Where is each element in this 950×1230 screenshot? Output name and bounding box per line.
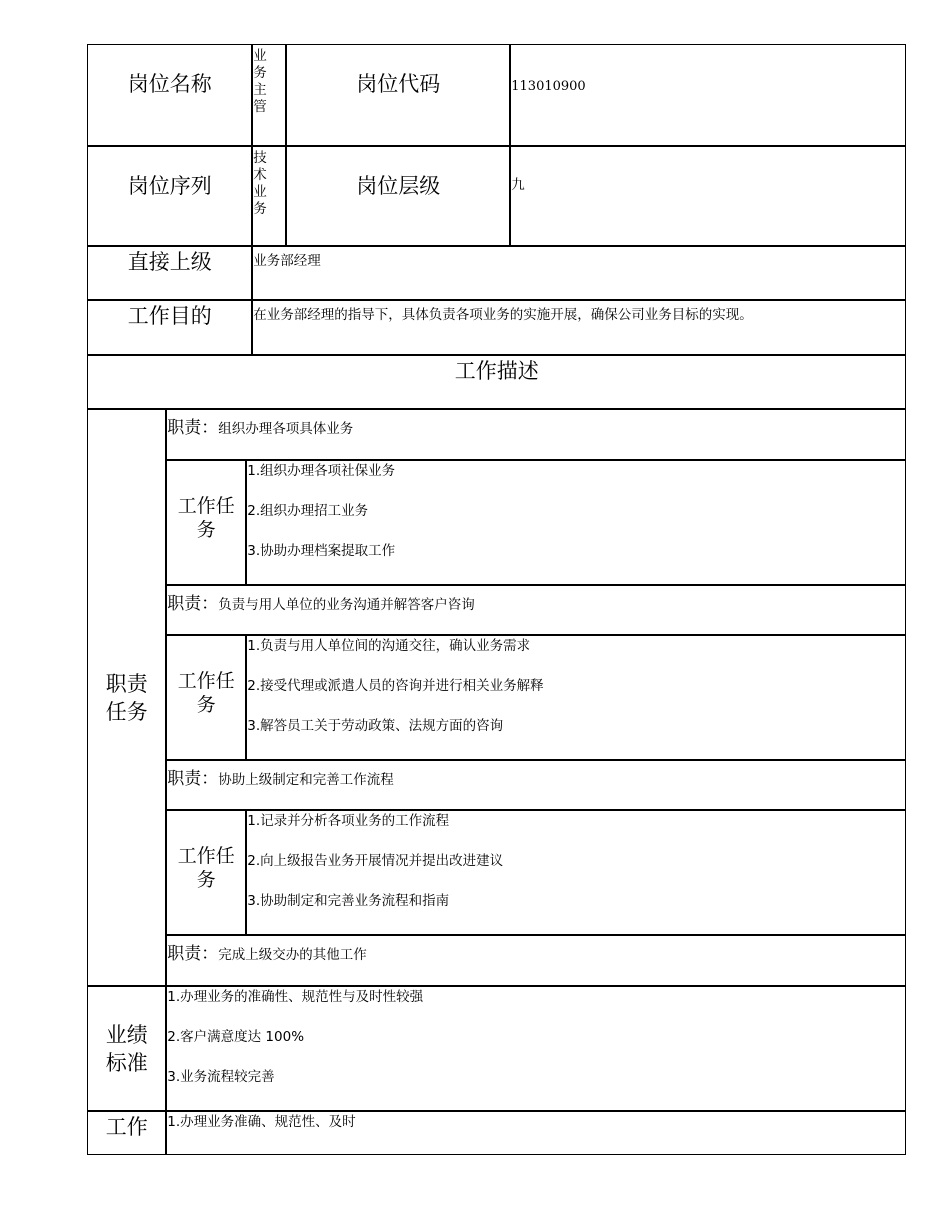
position-code-label-text: 岗位代码 <box>356 72 441 97</box>
task-label-text: 工作任务 <box>177 669 235 716</box>
duty-text: 协助上级制定和完善工作流程 <box>218 772 394 789</box>
performance-label <box>87 986 166 1111</box>
position-level-label <box>286 146 510 246</box>
duty-row <box>166 760 906 810</box>
position-sequence-value <box>252 146 286 246</box>
purpose-label-text: 工作目的 <box>127 304 212 329</box>
task-list <box>246 460 906 585</box>
task-label <box>166 460 246 585</box>
work-label <box>87 1111 166 1155</box>
performance-item: 3.业务流程较完善 <box>167 1069 275 1086</box>
duty-prefix: 职责： <box>167 769 219 790</box>
duty-text: 完成上级交办的其他工作 <box>218 947 367 964</box>
duties-side-label <box>87 409 166 986</box>
task-item: 3.协助办理档案提取工作 <box>247 543 396 560</box>
superior-label <box>87 246 252 300</box>
work-item: 1.办理业务准确、规范性、及时 <box>167 1114 356 1131</box>
performance-list <box>166 986 906 1111</box>
position-level-value-text: 九 <box>511 177 525 194</box>
task-item: 3.解答员工关于劳动政策、法规方面的咨询 <box>247 718 504 735</box>
task-item: 3.协助制定和完善业务流程和指南 <box>247 893 450 910</box>
purpose-value-text: 在业务部经理的指导下，具体负责各项业务的实施开展，确保公司业务目标的实现。 <box>253 307 753 324</box>
task-list <box>246 635 906 760</box>
duty-text: 负责与用人单位的业务沟通并解答客户咨询 <box>218 597 475 614</box>
performance-item: 1.办理业务的准确性、规范性与及时性较强 <box>167 989 424 1006</box>
task-item: 2.接受代理或派遣人员的咨询并进行相关业务解释 <box>247 678 544 695</box>
purpose-label <box>87 300 252 355</box>
task-item: 1.负责与用人单位间的沟通交往，确认业务需求 <box>247 638 531 655</box>
task-label-text: 工作任务 <box>177 494 235 541</box>
duty-prefix: 职责： <box>167 944 219 965</box>
position-code-label <box>286 44 510 146</box>
position-code-value <box>510 44 906 146</box>
position-sequence-value-text: 技术业务 <box>253 150 267 218</box>
performance-item: 2.客户满意度达 100% <box>167 1029 305 1046</box>
work-description-title-text: 工作描述 <box>454 359 539 384</box>
performance-label-text: 业绩标准 <box>105 1022 148 1075</box>
position-name-value-text: 业务主管 <box>253 48 267 116</box>
work-description-title <box>87 355 906 409</box>
position-sequence-label-text: 岗位序列 <box>127 174 212 199</box>
duty-prefix: 职责： <box>167 594 219 615</box>
superior-value <box>252 246 906 300</box>
task-item: 2.向上级报告业务开展情况并提出改进建议 <box>247 853 504 870</box>
task-item: 1.组织办理各项社保业务 <box>247 463 396 480</box>
duty-text: 组织办理各项具体业务 <box>218 421 354 438</box>
task-label <box>166 810 246 935</box>
work-label-text: 工作 <box>105 1115 148 1140</box>
purpose-value <box>252 300 906 355</box>
task-label <box>166 635 246 760</box>
position-name-label <box>87 44 252 146</box>
position-name-value <box>252 44 286 146</box>
task-list <box>246 810 906 935</box>
position-name-label-text: 岗位名称 <box>127 72 212 97</box>
superior-label-text: 直接上级 <box>127 250 212 275</box>
work-list <box>166 1111 906 1155</box>
duties-side-label-text: 职责任务 <box>105 671 148 724</box>
task-item: 2.组织办理招工业务 <box>247 503 369 520</box>
duty-row <box>166 585 906 635</box>
superior-value-text: 业务部经理 <box>253 253 321 270</box>
position-code-value-text: 113010900 <box>511 79 586 95</box>
duty-row <box>166 935 906 986</box>
position-level-value <box>510 146 906 246</box>
task-label-text: 工作任务 <box>177 844 235 891</box>
position-sequence-label <box>87 146 252 246</box>
task-item: 1.记录并分析各项业务的工作流程 <box>247 813 450 830</box>
duty-prefix: 职责： <box>167 418 219 439</box>
position-level-label-text: 岗位层级 <box>356 174 441 199</box>
duty-row <box>166 409 906 460</box>
